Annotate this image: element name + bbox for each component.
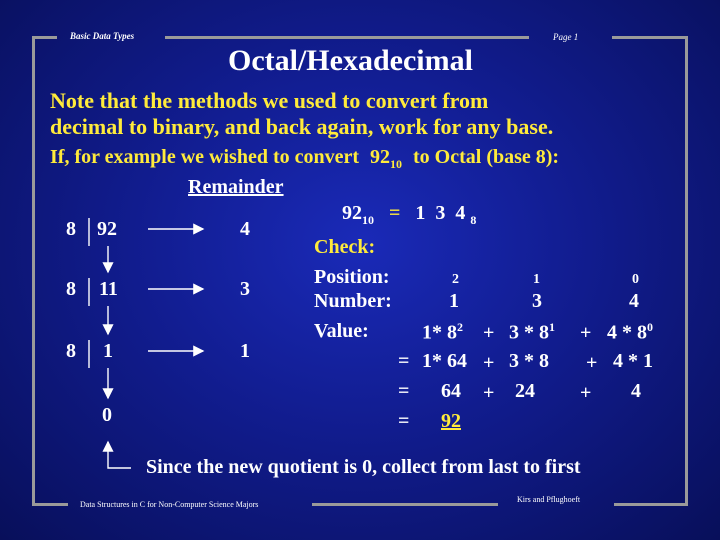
value-line-4-eq: =	[398, 410, 410, 432]
if-prefix: If, for example we wished to convert	[50, 146, 360, 168]
value-line-1-op1: +	[483, 322, 495, 344]
position-0: 0	[632, 272, 639, 287]
result-base: 8	[470, 213, 477, 227]
quotient-1: 92	[97, 218, 117, 240]
quotient-3: 1	[103, 340, 113, 362]
value-line-3-op2: +	[580, 382, 592, 404]
result-line	[342, 202, 476, 228]
value-line-2-t2: 3 * 8	[509, 350, 549, 372]
if-sub: 10	[390, 157, 403, 171]
number-3: 3	[532, 290, 542, 312]
footer-left: Data Structures in C for Non-Computer Science Majors	[80, 500, 259, 509]
value-line-2-t3: 4 * 1	[613, 350, 653, 372]
divisor-3: 8	[66, 340, 76, 362]
value-line-2-t1: 1* 64	[422, 350, 467, 372]
if-num: 92	[370, 146, 391, 168]
conclusion: Since the new quotient is 0, collect from last to first	[146, 456, 581, 478]
value-line-1-t2: $3 * 8^1$	[509, 320, 555, 344]
remainder-1: 4	[240, 218, 250, 240]
value-line-3-t3: 4	[631, 380, 641, 402]
result-num-sub: 10	[362, 213, 374, 227]
value-line-3-t1: 64	[441, 380, 461, 402]
value-label: Value:	[314, 320, 369, 342]
if-suffix: to Octal (base 8):	[413, 146, 560, 168]
note-line-2: decimal to binary, and back again, work for any base.	[50, 114, 554, 139]
quotient-2: 11	[99, 278, 118, 300]
collect-arrow	[108, 442, 131, 468]
value-line-1-t1: 1* $8^2$	[422, 320, 463, 344]
result-digits: 1 3 4	[415, 202, 466, 224]
remainder-2: 3	[240, 278, 250, 300]
remainder-label: Remainder	[188, 176, 284, 198]
value-line-4-t1: 92	[441, 410, 461, 432]
number-label: Number:	[314, 290, 392, 312]
header-left: Basic Data Types	[70, 31, 135, 41]
page-title: Octal/Hexadecimal	[228, 44, 473, 77]
value-line-3-op1: +	[483, 382, 495, 404]
final-quotient: 0	[102, 404, 112, 426]
note-line-1: Note that the methods we used to convert from	[50, 88, 489, 113]
value-line-2-op1: +	[483, 352, 495, 374]
value-line-3-eq: =	[398, 380, 410, 402]
remainder-3: 1	[240, 340, 250, 362]
position-label: Position:	[314, 266, 390, 288]
number-1: 1	[449, 290, 459, 312]
result-num: 92	[342, 202, 362, 224]
number-4: 4	[629, 290, 639, 312]
header-page: Page 1	[553, 32, 579, 42]
position-2: 2	[452, 272, 459, 287]
result-equals: =	[389, 202, 401, 224]
value-line-3-t2: 24	[515, 380, 535, 402]
divisor-2: 8	[66, 278, 76, 300]
value-line-1-op2: +	[580, 322, 592, 344]
position-1: 1	[533, 272, 540, 287]
value-line-1-t3: $4 * 8^0$	[607, 320, 653, 344]
value-line-2-op2: +	[586, 352, 598, 374]
divisor-1: 8	[66, 218, 76, 240]
value-line-2-eq: =	[398, 350, 410, 372]
check-label: Check:	[314, 236, 376, 258]
footer-right: Kirs and Pflughoeft	[517, 495, 581, 504]
